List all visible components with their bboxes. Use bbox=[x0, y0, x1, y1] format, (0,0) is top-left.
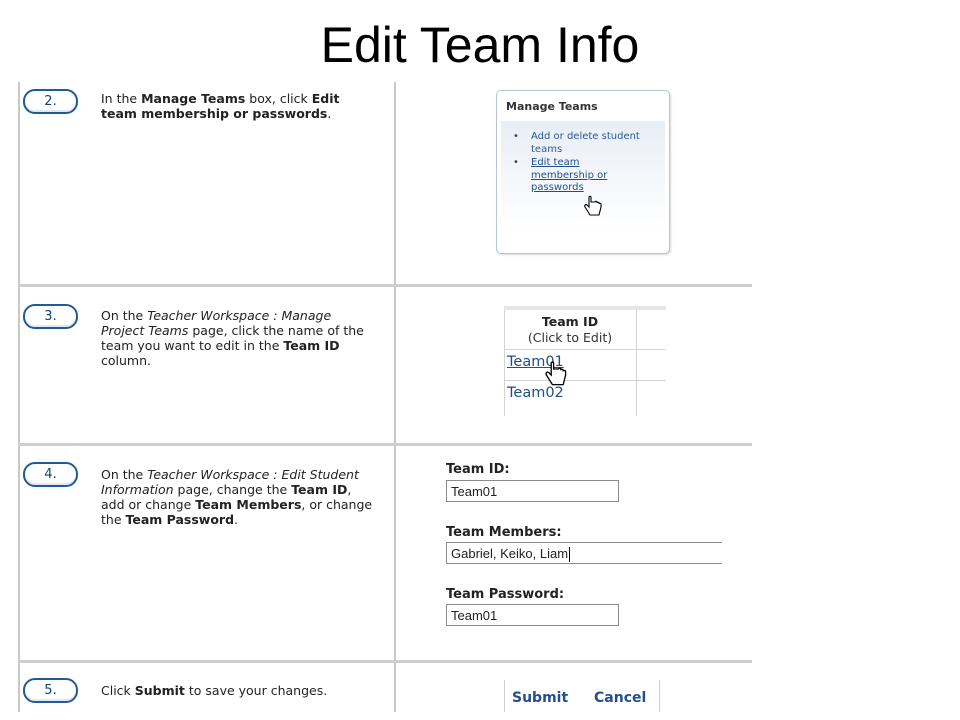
team-members-label: Team Members: bbox=[446, 525, 562, 540]
edit-membership-link-cont[interactable]: membership or bbox=[531, 169, 608, 181]
edit-membership-link[interactable]: Edit team bbox=[531, 157, 580, 168]
add-delete-teams-link-cont[interactable]: teams bbox=[531, 143, 563, 155]
manage-teams-list bbox=[511, 131, 661, 196]
add-delete-teams-link[interactable]: Add or delete student bbox=[531, 131, 640, 142]
team-id-label: Team ID: bbox=[446, 462, 510, 477]
step-number-badge: 5. bbox=[23, 678, 78, 703]
table-row-divider bbox=[504, 349, 666, 350]
team-password-input[interactable]: Team01 bbox=[446, 604, 619, 626]
submit-button[interactable]: Submit bbox=[512, 690, 569, 706]
team-members-input[interactable] bbox=[446, 542, 722, 564]
manage-teams-body bbox=[501, 121, 665, 249]
manage-teams-title: Manage Teams bbox=[506, 100, 598, 113]
slide-title: Edit Team Info bbox=[320, 17, 640, 73]
team-table bbox=[504, 306, 666, 416]
table-column-divider bbox=[636, 310, 637, 416]
team-id-column-subheader: (Click to Edit) bbox=[527, 330, 613, 345]
step-instruction: In the Manage Teams box, click Edit team membership or passwords. bbox=[101, 91, 340, 121]
step-number-badge: 2. bbox=[23, 89, 78, 114]
grid-column-divider bbox=[394, 82, 396, 712]
form-button-bar bbox=[504, 680, 660, 712]
team-link[interactable]: Team01 bbox=[507, 354, 564, 370]
team-password-label: Team Password: bbox=[446, 587, 565, 602]
text-caret bbox=[569, 547, 570, 562]
row-divider bbox=[18, 443, 752, 446]
team-members-value: Gabriel, Keiko, Liam bbox=[451, 546, 569, 561]
team-link[interactable]: Team02 bbox=[507, 385, 564, 401]
bullet-icon: • bbox=[513, 131, 519, 142]
manage-teams-item[interactable] bbox=[511, 157, 661, 195]
grid-left-border bbox=[18, 82, 20, 712]
table-row-divider bbox=[504, 380, 666, 381]
step-instruction: On the Teacher Workspace : Manage Project Teams page, click the name of the team you want to edit in the Team ID column. bbox=[101, 308, 364, 368]
instruction-grid bbox=[18, 82, 752, 712]
row-divider bbox=[18, 284, 752, 287]
step-instruction: On the Teacher Workspace : Edit Student Information page, change the Team ID, add or change Team Members, or change the Team Password. bbox=[101, 467, 373, 527]
step-number-badge: 3. bbox=[23, 304, 78, 329]
row-divider bbox=[18, 660, 752, 663]
manage-teams-item[interactable] bbox=[511, 131, 661, 156]
hand-cursor-icon bbox=[583, 195, 603, 219]
cancel-button[interactable]: Cancel bbox=[594, 690, 647, 706]
bullet-icon: • bbox=[513, 157, 519, 168]
step-number-badge: 4. bbox=[23, 462, 78, 487]
hand-cursor-icon bbox=[544, 360, 568, 390]
edit-membership-link-cont[interactable]: passwords bbox=[531, 182, 584, 193]
team-id-input[interactable]: Team01 bbox=[446, 480, 619, 502]
step-instruction: Click Submit to save your changes. bbox=[101, 683, 328, 698]
manage-teams-box bbox=[496, 90, 670, 254]
team-id-column-header: Team ID bbox=[541, 314, 599, 329]
